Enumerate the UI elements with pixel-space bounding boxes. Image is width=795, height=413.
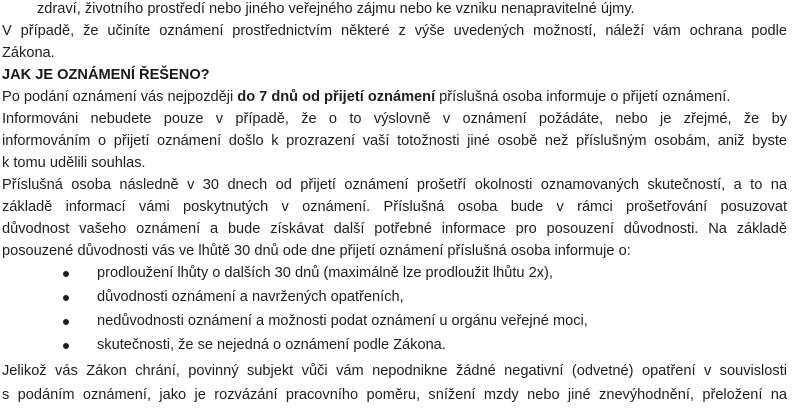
paragraph-line: k tomu udělili souhlas. <box>2 155 146 171</box>
list-item-text: nedůvodnosti oznámení a možnosti podat oznámení u orgánu veřejné moci, <box>97 313 588 329</box>
bullet-icon <box>63 343 69 349</box>
bullet-icon <box>63 295 69 301</box>
paragraph-line: základě informací vámi poskytnutých v oznámení. Příslušná osoba bude v rámci prošetřování posuzovat <box>2 199 787 215</box>
paragraph-line <box>2 86 730 108</box>
text-run: příslušná osoba informuje o přijetí oznámení. <box>435 89 731 105</box>
paragraph-line: s podáním oznámení, jako je rozvázání pracovního poměru, snížení mzdy nebo jiné znevýhodnění, přeložení na <box>2 387 787 403</box>
paragraph-line: Zákona. <box>2 45 55 61</box>
bullet-icon <box>63 271 69 277</box>
list-item-text: prodloužení lhůty o dalších 30 dnů (maximálně lze prodloužit lhůtu 2x), <box>97 265 553 281</box>
paragraph-line: posouzené důvodnosti vás ve lhůtě 30 dnů ode dne přijetí oznámení příslušná osoba informuje o: <box>2 243 631 259</box>
list-item-text: důvodnosti oznámení a navržených opatřeních, <box>97 289 404 305</box>
paragraph-line: zdraví, životního prostředí nebo jiného veřejného zájmu nebo ke vzniku nenapravitelné újmy. <box>37 1 635 17</box>
paragraph-line: Jelikož vás Zákon chrání, povinný subjekt vůči vám nepodnikne žádné negativní (odvetné) opatření v souvislosti <box>2 363 787 379</box>
section-heading: JAK JE OZNÁMENÍ ŘEŠENO? <box>2 67 210 83</box>
paragraph-line: V případě, že učiníte oznámení prostřednictvím některé z výše uvedených možností, náleží vám ochrana podle <box>2 23 787 39</box>
text-run: Po podání oznámení vás nejpozději <box>2 89 238 105</box>
bullet-icon <box>63 319 69 325</box>
list-item-text: skutečnosti, že se nejedná o oznámení podle Zákona. <box>97 337 446 353</box>
paragraph-line: Příslušná osoba následně v 30 dnech od přijetí oznámení prošetří okolnosti oznamovaných skutečností, a to na <box>2 177 787 193</box>
paragraph-line: Informováni nebudete pouze v případě, že o to výslovně v oznámení požádáte, nebo je zřejmé, že by <box>2 111 787 127</box>
paragraph-line: důvodnost vašeho oznámení a bude získávat další potřebné informace pro posouzení důvodnosti. Na základě <box>2 221 787 237</box>
paragraph-line: informováním o přijetí oznámení došlo k prozrazení vaší totožnosti jiné osobě než příslušným osobám, aniž byste <box>2 133 787 149</box>
deadline-highlight: do 7 dnů od přijetí oznámení <box>237 89 436 105</box>
